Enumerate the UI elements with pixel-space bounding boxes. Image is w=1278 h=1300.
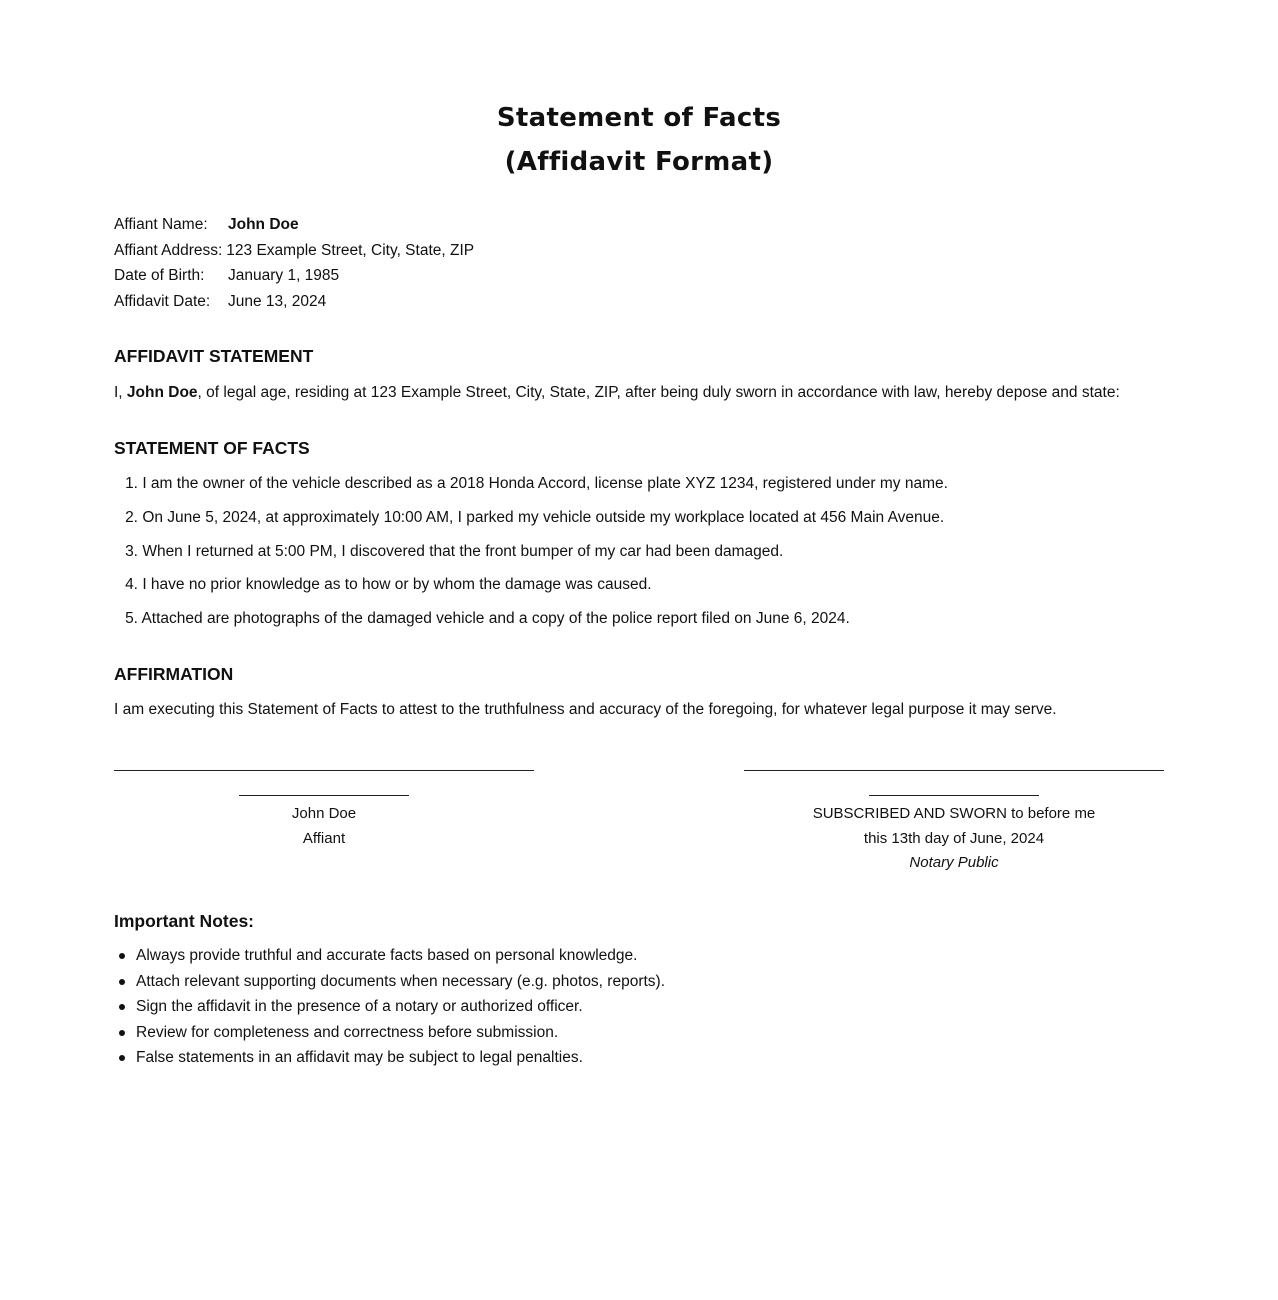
affiant-address-label: Affiant Address: [114, 241, 223, 259]
affidavit-date-label: Affidavit Date: [114, 292, 211, 310]
affiant-short-line [239, 795, 409, 796]
fact-text: I am the owner of the vehicle described as a 2018 Honda Accord, license plate XYZ 1234, registered under my name. [142, 475, 948, 492]
affiant-name-value: John Doe [228, 216, 299, 233]
affidavit-statement-text [114, 382, 1120, 404]
title-line-2: (Affidavit Format) [504, 147, 774, 177]
statement-affiant-name: John Doe [126, 384, 198, 401]
note-item [114, 971, 665, 997]
fact-number: 2. [125, 508, 138, 526]
bullet-icon [119, 1055, 125, 1061]
fact-item [114, 473, 948, 507]
affiant-info [114, 212, 474, 314]
affiant-signature-line [114, 770, 534, 771]
affirmation-heading: AFFIRMATION [114, 664, 234, 684]
note-item [114, 1047, 665, 1073]
fact-item [114, 574, 948, 608]
fact-item [114, 541, 948, 575]
affidavit-date-row [114, 289, 474, 315]
note-item [114, 1022, 665, 1048]
notary-date-line: this 13th day of June, 2024 [863, 829, 1045, 847]
date-of-birth-label: Date of Birth: [114, 267, 205, 284]
fact-text: I have no prior knowledge as to how or by whom the damage was caused. [142, 576, 652, 594]
important-notes-heading: Important Notes: [114, 911, 254, 931]
statement-of-facts-heading: STATEMENT OF FACTS [114, 438, 310, 458]
affiant-signature-role: Affiant [302, 829, 346, 847]
affidavit-date-value: June 13, 2024 [228, 292, 327, 310]
title-line-1: Statement of Facts [496, 103, 782, 133]
affiant-address-row [114, 238, 474, 264]
bullet-icon [119, 1004, 125, 1010]
fact-number: 5. [125, 610, 138, 628]
fact-text: On June 5, 2024, at approximately 10:00 AM, I parked my vehicle outside my workplace located at 456 Main Avenue. [142, 508, 945, 526]
affiant-name-row [114, 212, 474, 238]
important-notes-list [114, 945, 665, 1073]
note-text: Attach relevant supporting documents when necessary (e.g. photos, reports). [136, 972, 666, 990]
notary-sworn-line: SUBSCRIBED AND SWORN to before me [812, 805, 1096, 822]
notary-short-line [869, 795, 1039, 796]
affidavit-statement-heading: AFFIDAVIT STATEMENT [114, 346, 314, 366]
affiant-signature-block [114, 795, 534, 851]
notary-role: Notary Public [909, 854, 999, 871]
notary-signature-line [744, 770, 1164, 771]
statement-prefix: I, [114, 384, 127, 401]
fact-number: 4. [125, 576, 138, 594]
bullet-icon [119, 1030, 125, 1036]
note-text: Always provide truthful and accurate facts based on personal knowledge. [136, 947, 638, 964]
fact-number: 3. [125, 542, 138, 560]
bullet-icon [119, 953, 125, 959]
note-text: False statements in an affidavit may be subject to legal penalties. [136, 1049, 583, 1066]
fact-number: 1. [125, 475, 138, 492]
date-of-birth-value: January 1, 1985 [228, 267, 340, 284]
fact-text: Attached are photographs of the damaged vehicle and a copy of the police report filed on June 6, 2024. [141, 610, 850, 628]
fact-item [114, 608, 948, 642]
bullet-icon [119, 979, 125, 985]
note-item [114, 996, 665, 1022]
affiant-name-label: Affiant Name: [114, 216, 208, 233]
affirmation-text: I am executing this Statement of Facts to attest to the truthfulness and accuracy of the foregoing, for whatever legal purpose it may serve. [114, 701, 1057, 718]
fact-item [114, 507, 948, 541]
affiant-address-value: 123 Example Street, City, State, ZIP [226, 241, 475, 259]
statement-body: , of legal age, residing at 123 Example Street, City, State, ZIP, after being duly sworn in accordance with law, hereby depose and state: [197, 384, 1120, 401]
note-item [114, 945, 665, 971]
affiant-signature-name: John Doe [291, 805, 357, 822]
facts-list [114, 473, 948, 642]
date-of-birth-row [114, 263, 474, 289]
fact-text: When I returned at 5:00 PM, I discovered that the front bumper of my car had been damaged. [142, 542, 784, 560]
note-text: Sign the affidavit in the presence of a notary or authorized officer. [136, 998, 583, 1015]
notary-signature-block [744, 795, 1164, 876]
note-text: Review for completeness and correctness before submission. [136, 1023, 559, 1041]
document-title [114, 96, 1164, 184]
